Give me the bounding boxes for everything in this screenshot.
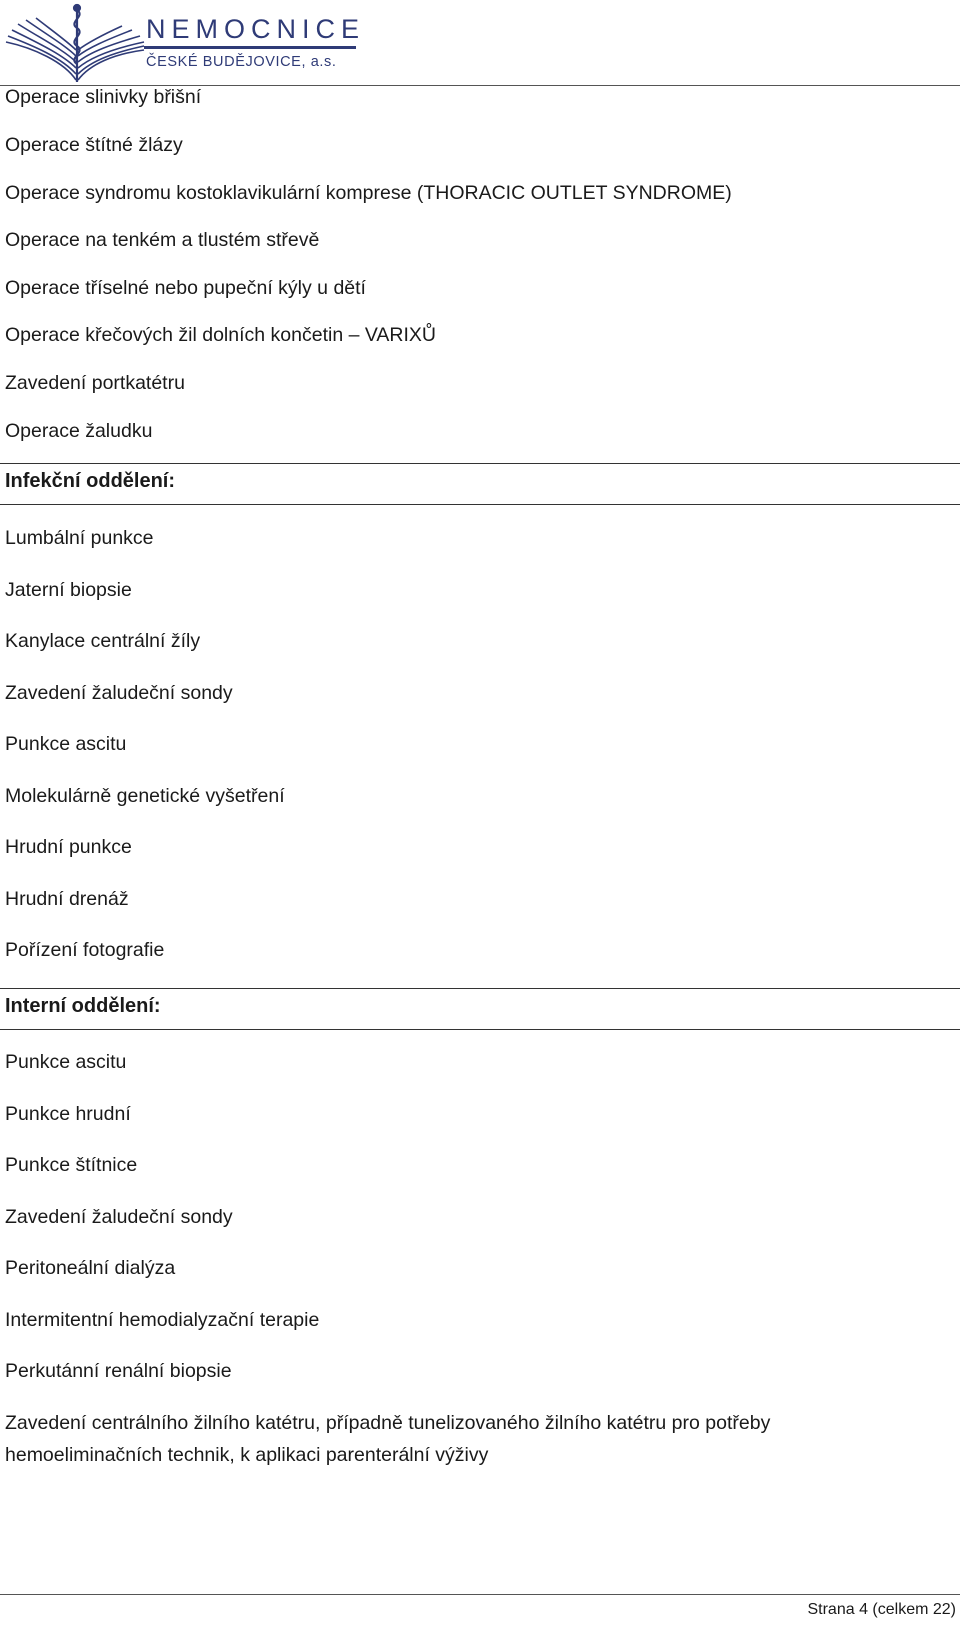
caduceus-wings-logo-icon [4, 2, 154, 84]
list-item: Punkce ascitu [5, 733, 127, 755]
section-heading-label: Interní oddělení: [5, 995, 161, 1017]
list-item: Jaterní biopsie [5, 579, 132, 601]
logo-divider [144, 46, 356, 49]
list-item: Operace slinivky břišní [5, 86, 202, 108]
list-item: Peritoneální dialýza [5, 1257, 176, 1279]
logo-wordmark: NEMOCNICE [146, 14, 366, 44]
list-item: Operace tříselné nebo pupeční kýly u dětí [5, 277, 366, 299]
list-item: Pořízení fotografie [5, 939, 165, 961]
list-item: Hrudní drenáž [5, 888, 129, 910]
footer-divider [0, 1594, 960, 1595]
list-item: Operace na tenkém a tlustém střevě [5, 229, 320, 251]
list-item: Zavedení žaludeční sondy [5, 682, 233, 704]
list-item: Punkce štítnice [5, 1154, 138, 1176]
section-heading-infekcni [0, 463, 960, 505]
list-item: Molekulárně genetické vyšetření [5, 785, 285, 807]
list-item: Zavedení centrálního žilního katétru, případně tunelizovaného žilního katétru pro potřeby hemoeliminačních technik, k aplikaci parenterální výživy [5, 1412, 771, 1466]
list-item: Intermitentní hemodialyzační terapie [5, 1309, 320, 1331]
page-header [0, 0, 960, 87]
list-item: Hrudní punkce [5, 836, 132, 858]
list-item: Lumbální punkce [5, 527, 154, 549]
list-item: Operace syndromu kostoklavikulární komprese (THORACIC OUTLET SYNDROME) [5, 182, 732, 204]
list-item: Zavedení portkatétru [5, 372, 185, 394]
list-item: Punkce hrudní [5, 1103, 131, 1125]
page-number: Strana 4 (celkem 22) [807, 1601, 956, 1618]
list-item: Operace žaludku [5, 420, 153, 442]
list-item: Punkce ascitu [5, 1051, 127, 1073]
list-item: Operace křečových žil dolních končetin – VARIXŮ [5, 324, 436, 346]
section-heading-label: Infekční oddělení: [5, 470, 176, 492]
list-item: Zavedení žaludeční sondy [5, 1206, 233, 1228]
list-item: Operace štítné žlázy [5, 134, 183, 156]
list-item: Perkutánní renální biopsie [5, 1360, 232, 1382]
list-item: Kanylace centrální žíly [5, 630, 201, 652]
section-heading-interni [0, 988, 960, 1030]
logo-subtitle: ČESKÉ BUDĚJOVICE, a.s. [146, 54, 337, 70]
hospital-logo [4, 2, 366, 82]
